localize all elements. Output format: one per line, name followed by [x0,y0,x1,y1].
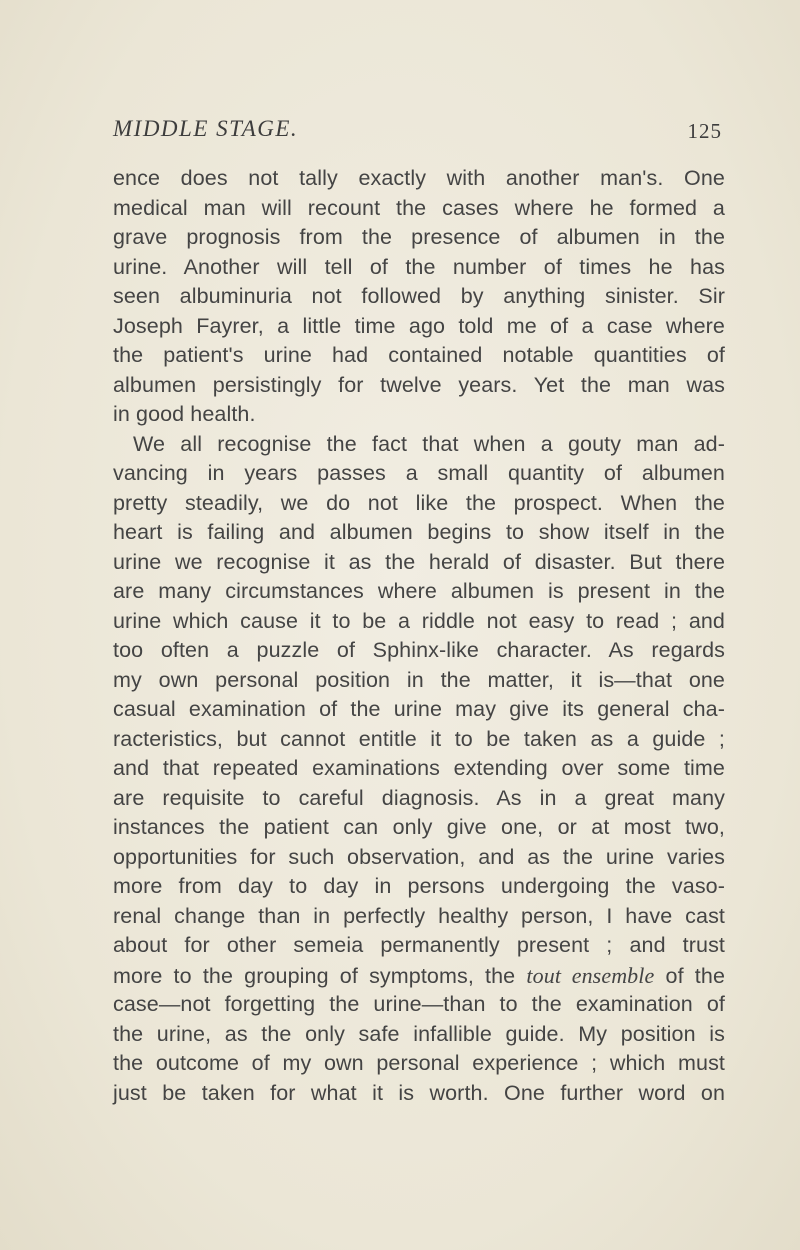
text-segment: of the [654,963,725,988]
text-line: albumen persistingly for twelve years. Yet the man was [113,372,725,397]
text-line: instances the patient can only give one, or at most two, [113,815,725,839]
text-line: seen albuminuria not followed by anything sinister. Sir [113,284,725,308]
text-line: the urine, as the only safe infallible guide. My position is [113,1021,725,1046]
text-line: case—not forgetting the urine—than to the examination of [113,992,725,1016]
text-line: and that repeated examinations extending over some time [113,756,725,780]
text-line-italic-phrase [113,961,725,991]
text-line: Joseph Fayrer, a little time ago told me of a case where [113,313,725,338]
text-line: the patient's urine had contained notable quantities of [113,343,725,367]
text-line: about for other semeia permanently present ; and trust [113,933,725,957]
text-line: just be taken for what it is worth. One further word on [113,1080,725,1105]
text-line: more from day to day in persons undergoing the vaso- [113,874,725,898]
text-line: urine which cause it to be a riddle not easy to read ; and [113,608,725,633]
text-line: opportunities for such observation, and as the urine varies [113,844,725,869]
running-head [112,116,722,156]
text-line: too often a puzzle of Sphinx-like character. As regards [113,638,725,662]
chapter-title: MIDDLE STAGE. [113,116,299,141]
text-line: the outcome of my own personal experience ; which must [113,1051,725,1075]
text-line: are many circumstances where albumen is present in the [113,579,725,603]
text-line: racteristics, but cannot entitle it to be taken as a guide ; [113,726,725,751]
text-line: casual examination of the urine may give its general cha- [113,697,725,721]
text-line: are requisite to careful diagnosis. As in a great many [113,785,725,810]
page-number: 125 [687,119,722,143]
body-text [113,164,725,1108]
text-line: urine. Another will tell of the number of times he has [113,254,725,279]
text-line-paragraph-end: in good health. [113,402,256,426]
italic-phrase-tout-ensemble: tout ensemble [526,962,655,988]
text-line: medical man will recount the cases where he formed a [113,195,725,220]
text-segment: more to the grouping of symptoms, the [113,963,527,988]
text-line: grave prognosis from the presence of albumen in the [113,225,725,249]
text-line: ence does not tally exactly with another man's. One [113,166,725,190]
text-line-paragraph-start: We all recognise the fact that when a gouty man ad- [133,431,725,456]
text-line: pretty steadily, we do not like the prospect. When the [113,490,725,515]
text-line: vancing in years passes a small quantity of albumen [113,461,725,485]
text-line: heart is failing and albumen begins to show itself in the [113,520,725,544]
text-line: urine we recognise it as the herald of disaster. But there [113,549,725,574]
text-line: renal change than in perfectly healthy person, I have cast [113,903,725,928]
text-line: my own personal position in the matter, it is—that one [113,667,725,692]
